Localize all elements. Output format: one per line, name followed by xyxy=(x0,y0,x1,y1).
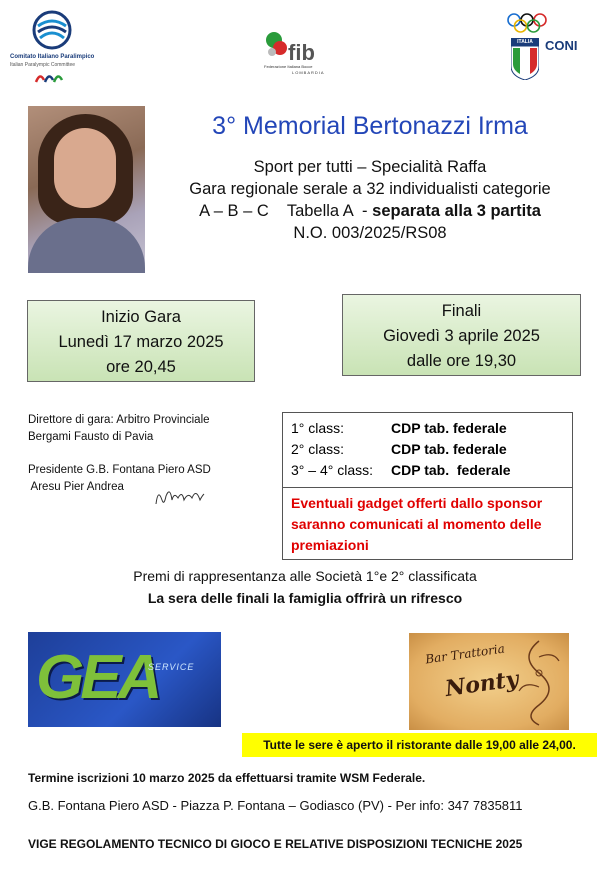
authorization-number: N.O. 003/2025/RS08 xyxy=(293,224,447,242)
prizes-box xyxy=(282,412,573,560)
restaurant-notice: Tutte le sere è aperto il ristorante dalle 19,00 alle 24,00. xyxy=(242,733,597,757)
director-line2: Bergami Fausto di Pavia xyxy=(28,431,154,443)
refreshment-text: La sera delle finali la famiglia offrirà un rifresco xyxy=(147,590,463,606)
cip-name-en: Italian Paralympic Committee xyxy=(10,62,76,68)
gea-service-label: SERVICE xyxy=(148,662,195,672)
final-label: Finali xyxy=(441,302,482,320)
start-date: Lunedì 17 marzo 2025 xyxy=(58,333,224,351)
bar-trattoria-logo xyxy=(409,633,569,730)
italia-shield xyxy=(511,38,539,80)
final-time: dalle ore 19,30 xyxy=(406,352,517,370)
prize-value: CDP tab. federale xyxy=(391,462,511,478)
director-info xyxy=(28,412,268,446)
memorial-portrait-photo xyxy=(28,106,145,273)
prize-row-2 xyxy=(291,439,572,460)
cip-logo xyxy=(10,10,100,90)
society-prizes-text: Premi di rappresentanza alle Società 1°e 2° classificata xyxy=(133,568,477,584)
portrait-face xyxy=(54,128,116,208)
registration-deadline: Termine iscrizioni 10 marzo 2025 da effettuarsi tramite WSM Federale. xyxy=(28,771,426,785)
prize-value: CDP tab. federale xyxy=(391,420,507,436)
president-line1: Presidente G.B. Fontana Piero ASD xyxy=(28,464,211,476)
start-box xyxy=(27,300,255,382)
final-box xyxy=(342,294,581,376)
prize-row-1 xyxy=(291,418,572,439)
gea-letters: GEA xyxy=(36,643,159,712)
specialty-line: Sport per tutti – Specialità Raffa xyxy=(253,158,487,176)
table-line-plain: A – B – C Tabella A - xyxy=(199,202,373,220)
paralympic-agitos-icon xyxy=(34,70,64,86)
signature-icon xyxy=(152,482,207,510)
fib-region: LOMBARDIA xyxy=(292,70,325,75)
start-label: Inizio Gara xyxy=(101,308,181,326)
gadget-notice: Eventuali gadget offerti dallo sponsor saranno comunicati al momento delle premiazioni xyxy=(291,495,543,553)
italia-label: ITALIA xyxy=(517,39,533,45)
director-line1: Direttore di gara: Arbitro Provinciale xyxy=(28,414,210,426)
table-line-bold: separata alla 3 partita xyxy=(372,202,541,220)
fib-logo xyxy=(262,24,332,79)
prize-label: 2° class: xyxy=(291,441,345,457)
contact-info: G.B. Fontana Piero ASD - Piazza P. Fontana – Godiasco (PV) - Per info: 347 7835811 xyxy=(28,798,523,813)
ornament-icon xyxy=(509,637,569,727)
prizes-list xyxy=(283,413,572,488)
prize-label: 3° – 4° class: xyxy=(291,462,374,478)
fib-wordmark: fib xyxy=(288,40,315,65)
prize-label: 1° class: xyxy=(291,420,345,436)
coni-logo xyxy=(505,12,590,82)
trattoria-line2: Nonty xyxy=(443,665,521,703)
start-time: ore 20,45 xyxy=(106,358,176,376)
gea-service-logo xyxy=(28,632,221,727)
president-info xyxy=(28,462,268,496)
cip-name: Comitato Italiano Paralimpico xyxy=(10,54,95,60)
trattoria-line1: Bar Trattoria xyxy=(424,641,506,667)
olympic-rings-icon xyxy=(507,12,547,34)
portrait-body xyxy=(28,218,145,273)
page-title: 3° Memorial Bertonazzi Irma xyxy=(212,112,528,140)
coni-label: CONI xyxy=(545,38,578,53)
regulation-notice: VIGE REGOLAMENTO TECNICO DI GIOCO E RELATIVE DISPOSIZIONI TECNICHE 2025 xyxy=(28,837,523,851)
fib-subtitle: Federazione Italiana Bocce xyxy=(264,64,313,69)
prize-row-3 xyxy=(291,460,572,481)
categories-line: Gara regionale serale a 32 individualisti categorie xyxy=(189,180,551,198)
final-date: Giovedì 3 aprile 2025 xyxy=(383,327,540,345)
prize-value: CDP tab. federale xyxy=(391,441,507,457)
event-description xyxy=(150,156,590,244)
table-line xyxy=(150,200,590,222)
cip-emblem-icon xyxy=(32,10,72,52)
president-line2: Aresu Pier Andrea xyxy=(28,481,124,493)
